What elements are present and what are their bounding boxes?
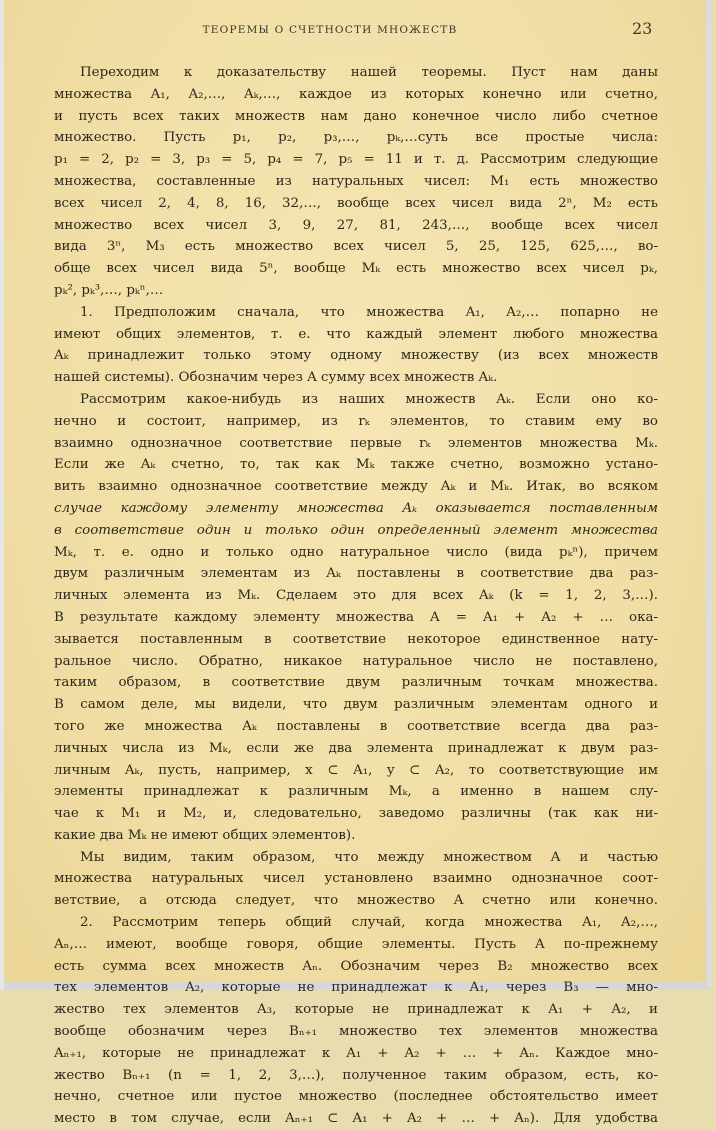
- text-line: того же множества Aₖ поставлены в соответствие всегда два раз-: [54, 718, 658, 734]
- text-line: вить взаимно однозначное соответствие между Aₖ и Mₖ. Итак, во всяком: [54, 479, 658, 495]
- text-line: и пусть всех таких множеств нам дано конечное число либо счетное: [54, 108, 658, 124]
- text-line: ральное число. Обратно, никакое натуральное число не поставлено,: [54, 653, 658, 669]
- text-line: Mₖ, т. е. одно и только одно натуральное число (вида pₖⁿ), причем: [54, 544, 658, 560]
- text-line: 2. Рассмотрим теперь общий случай, когда множества A₁, A₂,…,: [80, 915, 658, 931]
- text-line: В самом деле, мы видели, что двум различным элементам одного и: [54, 697, 658, 713]
- text-line: Aₙ₊₁, которые не принадлежат к A₁ + A₂ + … + Aₙ. Каждое мно-: [54, 1045, 658, 1061]
- text-line: тех элементов A₂, которые не принадлежат к A₁, через B₃ — мно-: [54, 980, 658, 996]
- text-line: имеют общих элементов, т. е. что каждый элемент любого множества: [54, 326, 658, 342]
- text-line: ветствие, а отсюда следует, что множество A счетно или конечно.: [54, 893, 658, 909]
- text-line: нечно и состоит, например, из rₖ элементов, то ставим ему во: [54, 413, 658, 429]
- text-line: множество всех чисел 3, 9, 27, 81, 243,…, вообще всех чисел: [54, 217, 658, 233]
- text-line: Если же Aₖ счетно, то, так как Mₖ также счетно, возможно устано-: [54, 457, 658, 473]
- text-line: личных числа из Mₖ, если же два элемента принадлежат к двум раз-: [54, 740, 658, 756]
- page-number: 23: [632, 19, 653, 38]
- text-line: обще всех чисел вида 5ⁿ, вообще Mₖ есть множество всех чисел pₖ,: [54, 261, 658, 277]
- text-line: вида 3ⁿ, M₃ есть множество всех чисел 5, 25, 125, 625,…, во-: [54, 239, 658, 255]
- text-line: Мы видим, таким образом, что между множеством A и частью: [80, 849, 658, 865]
- text-line: нашей системы). Обозначим через A сумму всех множеств Aₖ.: [54, 370, 498, 386]
- text-line: личных элемента из Mₖ. Сделаем это для всех Aₖ (k = 1, 2, 3,…).: [54, 588, 658, 604]
- text-line: зывается поставленным в соответствие некоторое единственное нату-: [54, 631, 658, 647]
- text-line: всех чисел 2, 4, 8, 16, 32,…, вообще всех чисел вида 2ⁿ, M₂ есть: [54, 195, 658, 211]
- text-line: элементы принадлежат к различным Mₖ, а именно в нашем слу-: [54, 784, 658, 800]
- text-line: жество Bₙ₊₁ (n = 1, 2, 3,…), полученное таким образом, есть, ко-: [54, 1067, 658, 1083]
- text-line: таким образом, в соответствие двум различным точкам множества.: [54, 675, 658, 691]
- page-body-text: [54, 62, 658, 1130]
- text-line: в соответствие один и только один определенный элемент множества: [54, 522, 658, 538]
- text-line: двум различным элементам из Aₖ поставлены в соответствие два раз-: [54, 566, 658, 582]
- running-head: ТЕОРЕМЫ О СЧЕТНОСТИ МНОЖЕСТВ: [202, 24, 458, 36]
- text-line: Aₖ принадлежит только этому одному множеству (из всех множеств: [54, 348, 658, 364]
- text-line: нечно, счетное или пустое множество (последнее обстоятельство имеет: [54, 1089, 658, 1105]
- text-line: есть сумма всех множеств Aₙ. Обозначим через B₂ множество всех: [54, 958, 658, 974]
- text-line: место в том случае, если Aₙ₊₁ ⊂ A₁ + A₂ + … + Aₙ). Для удобства: [54, 1111, 658, 1127]
- text-line: какие два Mₖ не имеют общих элементов).: [54, 827, 356, 843]
- page-left-edge: [0, 0, 4, 990]
- text-line: p₁ = 2, p₂ = 3, p₃ = 5, p₄ = 7, p₅ = 11 и т. д. Рассмотрим следующие: [54, 152, 658, 168]
- text-line: 1. Предположим сначала, что множества A₁, A₂,… попарно не: [80, 304, 658, 320]
- text-line: чае к M₁ и M₂, и, следовательно, заведомо различны (так как ни-: [54, 806, 658, 822]
- text-line: множества, составленные из натуральных чисел: M₁ есть множество: [54, 173, 658, 189]
- text-line: множества натуральных чисел установлено взаимно однозначное соот-: [54, 871, 658, 887]
- text-line: взаимно однозначное соответствие первые rₖ элементов множества Mₖ.: [54, 435, 658, 451]
- text-line: вообще обозначим через Bₙ₊₁ множество тех элементов множества: [54, 1024, 658, 1040]
- text-line: множества A₁, A₂,…, Aₖ,…, каждое из которых конечно или счетно,: [54, 86, 658, 102]
- text-line: личным Aₖ, пусть, например, x ⊂ A₁, y ⊂ A₂, то соответствующие им: [54, 762, 658, 778]
- text-line: множество. Пусть p₁, p₂, p₃,…, pₖ,…суть все простые числа:: [54, 130, 658, 146]
- text-line: Рассмотрим какое-нибудь из наших множеств Aₖ. Если оно ко-: [80, 391, 658, 407]
- text-line: жество тех элементов A₃, которые не принадлежат к A₁ + A₂, и: [54, 1002, 658, 1018]
- text-line: pₖ², pₖ³,…, pₖⁿ,…: [54, 282, 164, 298]
- text-line: случае каждому элементу множества Aₖ оказывается поставленным: [54, 500, 658, 516]
- text-line: Aₙ,… имеют, вообще говоря, общие элементы. Пусть A по-прежнему: [54, 936, 658, 952]
- text-line: В результате каждому элементу множества A = A₁ + A₂ + … ока-: [54, 609, 658, 625]
- text-line: Переходим к доказательству нашей теоремы. Пуст нам даны: [80, 65, 658, 80]
